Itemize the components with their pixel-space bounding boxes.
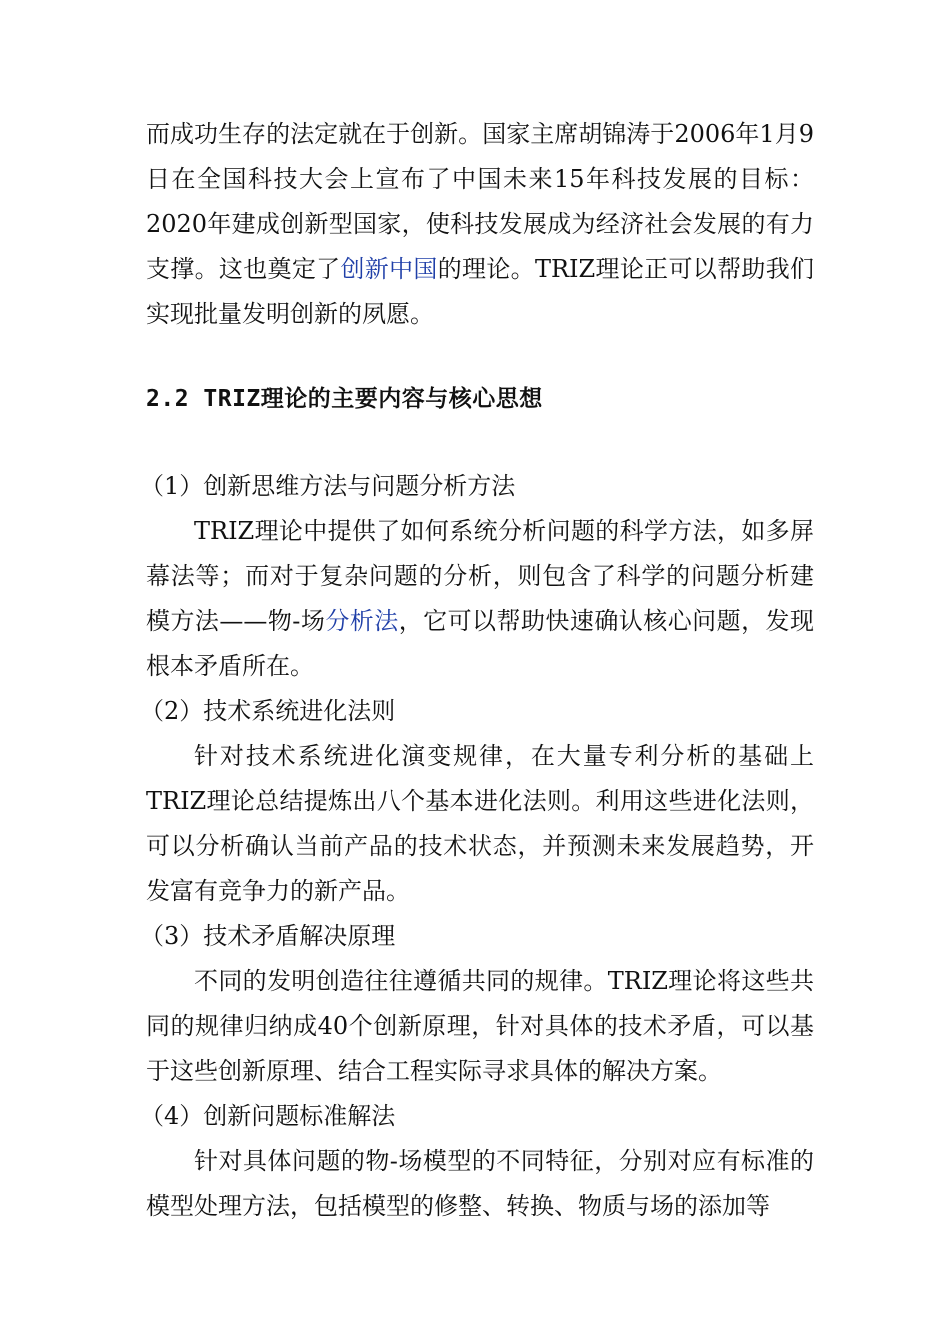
intro-text-after-link: 的理论。TRIZ理论正可以帮助我们实现批量发明创新的夙愿。 (146, 255, 815, 328)
spacer (146, 422, 814, 464)
item-1-title: （1）创新思维方法与问题分析方法 (140, 472, 516, 500)
item-2-title: （2）技术系统进化法则 (140, 697, 396, 725)
spacer (146, 337, 814, 377)
item-1-text-before-link: TRIZ理论中提供了如何系统分析问题的科学方法，如多屏幕法等；而对于复杂问题的分析，则包含了科学的问题分析建模方法——物-场 (146, 517, 814, 635)
item-4-title: （4）创新问题标准解法 (140, 1102, 396, 1130)
item-3-title: （3）技术矛盾解决原理 (140, 922, 396, 950)
document-page (140, 112, 815, 1229)
analysis-method-link[interactable]: 分析法 (325, 607, 399, 635)
innovation-china-link[interactable]: 创新中国 (340, 255, 438, 283)
section-heading: 2.2 TRIZ理论的主要内容与核心思想 (146, 386, 543, 412)
item-2-body: 针对技术系统进化演变规律，在大量专利分析的基础上TRIZ理论总结提炼出八个基本进化法则。利用这些进化法则，可以分析确认当前产品的技术状态，并预测未来发展趋势，开发富有竞争力的新产品。 (146, 742, 814, 905)
item-4-body: 针对具体问题的物-场模型的不同特征，分别对应有标准的模型处理方法，包括模型的修整、转换、物质与场的添加等 (146, 1147, 814, 1220)
intro-paragraph (146, 112, 814, 337)
intro-text-before-link: 而成功生存的法定就在于创新。国家主席胡锦涛于2006年1月9日在全国科技大会上宣布了中国未来15年科技发展的目标：2020年建成创新型国家，使科技发展成为经济社会发展的有力支撑。这也奠定了 (146, 120, 814, 283)
item-1-text-after-link: ，它可以帮助快速确认核心问题，发现根本矛盾所在。 (146, 607, 815, 680)
item-1-body (146, 509, 814, 689)
item-3-body: 不同的发明创造往往遵循共同的规律。TRIZ理论将这些共同的规律归纳成40个创新原理，针对具体的技术矛盾，可以基于这些创新原理、结合工程实际寻求具体的解决方案。 (146, 967, 814, 1085)
